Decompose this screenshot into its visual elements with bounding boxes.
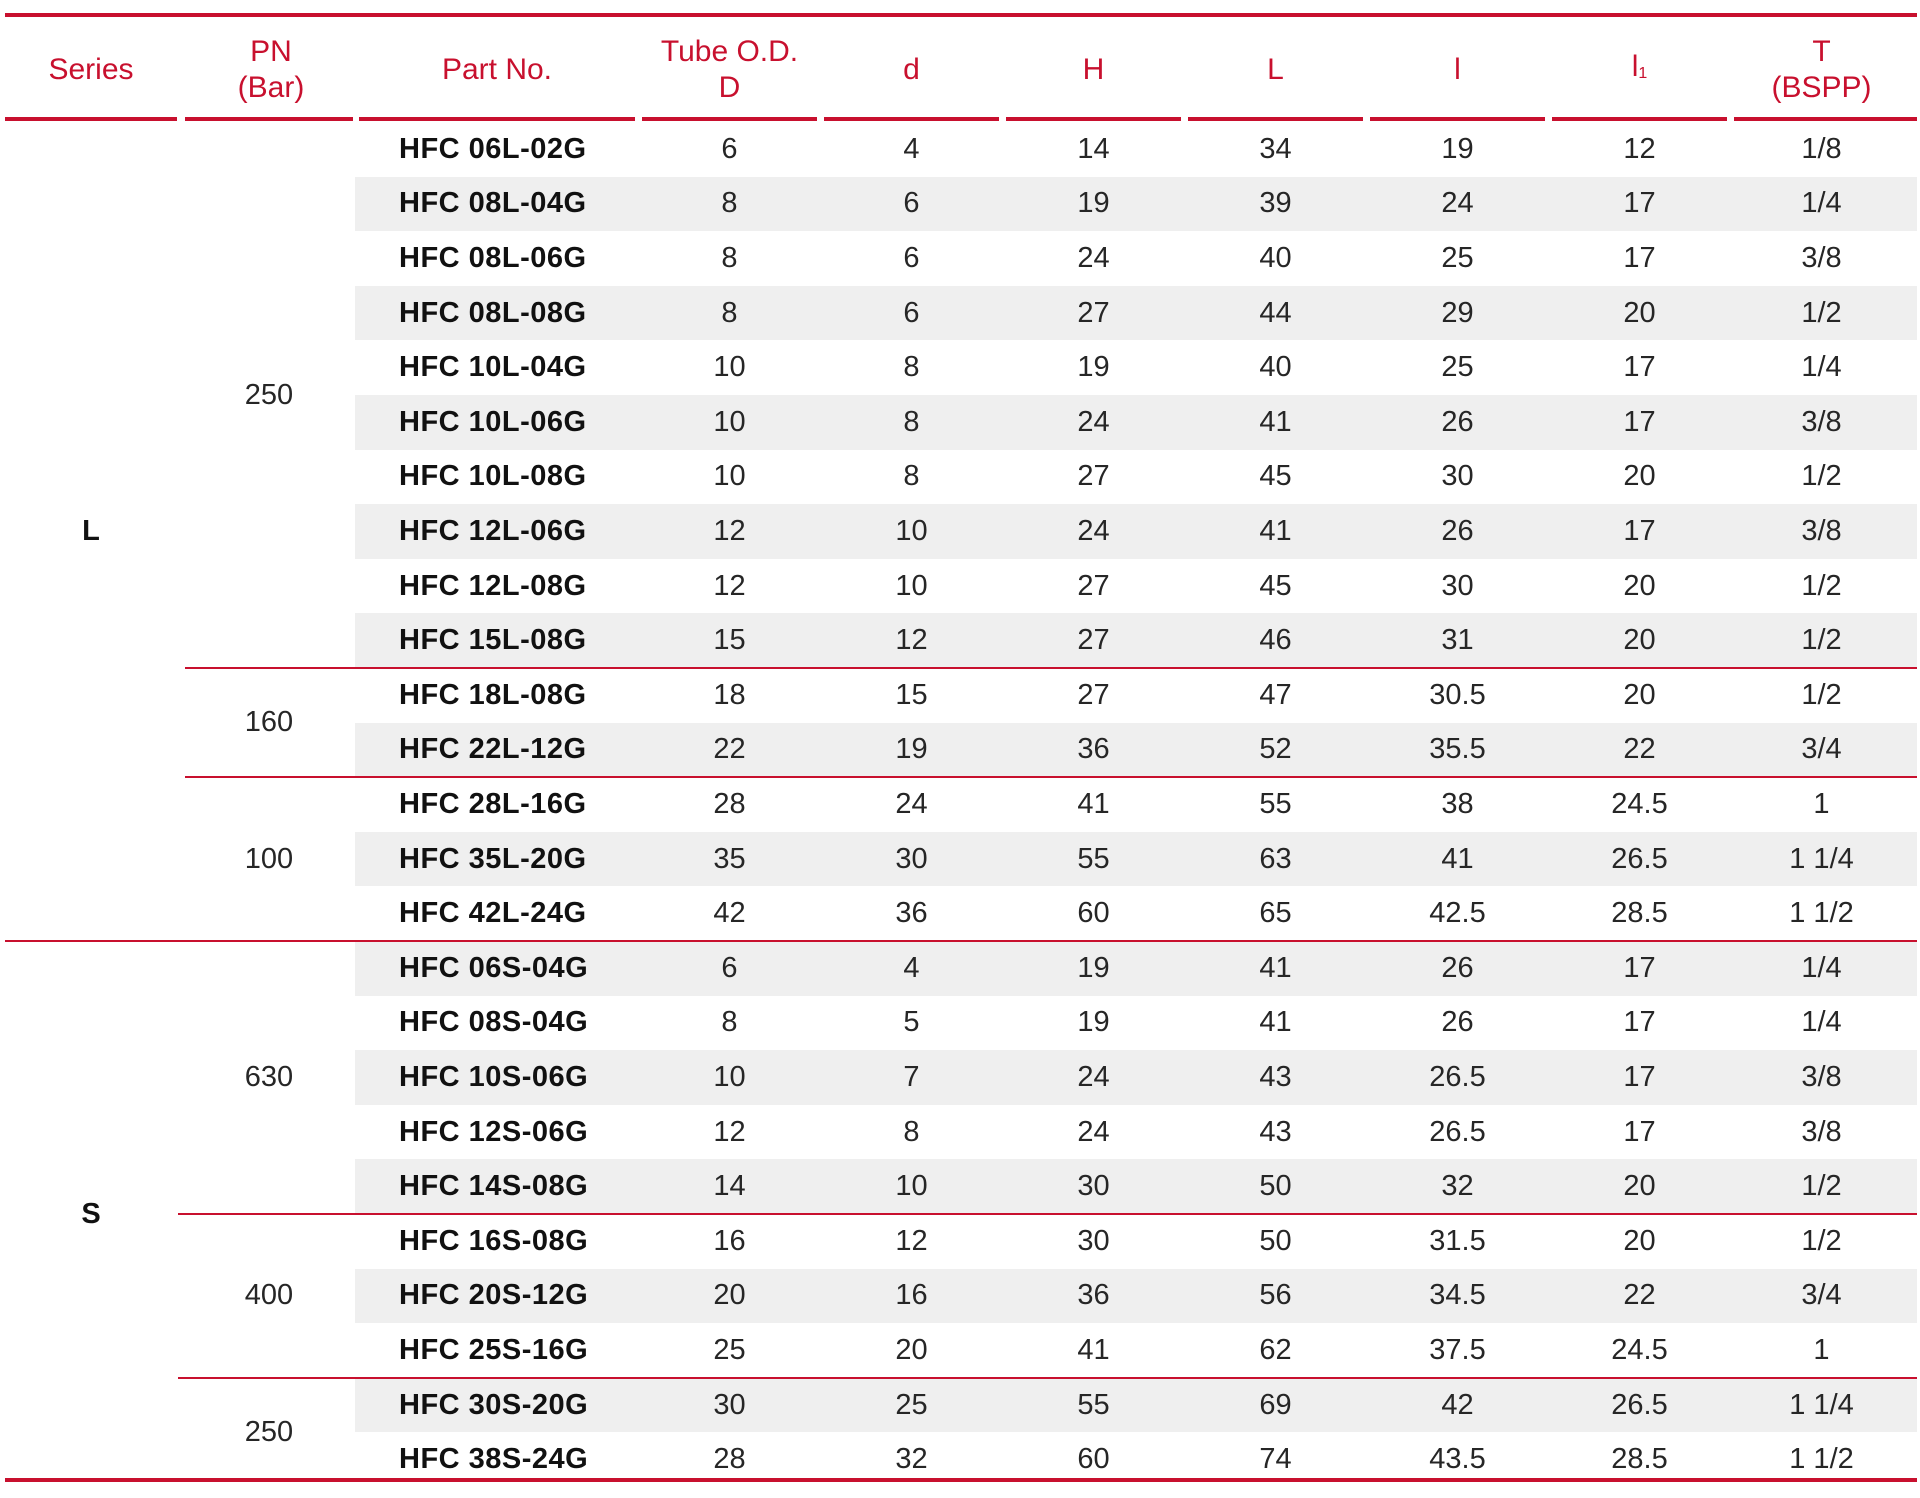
cell-L: 45 (1259, 569, 1292, 602)
cell-part-no: HFC 06L-02G (399, 132, 587, 165)
cell-T: 1/4 (1801, 351, 1842, 384)
cell-d: 10 (895, 569, 928, 602)
cell-L: 65 (1259, 897, 1292, 930)
cell-tube-od: 28 (713, 1443, 746, 1476)
cell-l: 26 (1441, 405, 1474, 438)
cell-tube-od: 10 (713, 460, 746, 493)
cell-l1: 28.5 (1611, 897, 1668, 930)
cell-d: 8 (903, 405, 920, 438)
cell-l: 30.5 (1429, 678, 1486, 711)
cell-part-no: HFC 12L-08G (399, 569, 587, 602)
header-part-no-label: Part No. (441, 53, 553, 86)
cell-T: 1/2 (1801, 624, 1842, 657)
header-pn (185, 30, 357, 110)
header-l (1370, 30, 1545, 110)
cell-T: 3/8 (1801, 514, 1842, 547)
cell-H: 41 (1077, 787, 1110, 820)
cell-H: 30 (1077, 1224, 1110, 1257)
cell-l: 25 (1441, 351, 1474, 384)
cell-part-no: HFC 35L-20G (399, 842, 587, 875)
cell-tube-od: 20 (713, 1279, 746, 1312)
cell-l: 31.5 (1429, 1224, 1486, 1257)
cell-d: 5 (903, 1006, 920, 1039)
cell-l: 43.5 (1429, 1443, 1486, 1476)
cell-T: 3/8 (1801, 1115, 1842, 1148)
cell-part-no: HFC 10L-04G (399, 351, 587, 384)
cell-part-no: HFC 16S-08G (399, 1224, 589, 1257)
cell-l: 26.5 (1429, 1115, 1486, 1148)
cell-T: 1/2 (1801, 678, 1842, 711)
header-tube-od-line1: Tube O.D. (660, 35, 799, 68)
cell-l: 19 (1441, 132, 1474, 165)
cell-H: 36 (1077, 1279, 1110, 1312)
header-pn-line2: (Bar) (237, 71, 305, 104)
pn-group-separator (185, 776, 1917, 778)
pn-group-separator (178, 1377, 1917, 1379)
header-rule-tube-od (642, 117, 817, 121)
cell-H: 14 (1077, 132, 1110, 165)
cell-L: 43 (1259, 1060, 1292, 1093)
cell-tube-od: 14 (713, 1170, 746, 1203)
cell-l: 32 (1441, 1170, 1474, 1203)
cell-l1: 17 (1623, 405, 1656, 438)
header-pn-line1: PN (250, 35, 292, 68)
cell-L: 46 (1259, 624, 1292, 657)
header-series-label: Series (48, 53, 134, 86)
cell-L: 62 (1259, 1333, 1292, 1366)
cell-L: 41 (1259, 514, 1292, 547)
cell-L: 47 (1259, 678, 1292, 711)
cell-H: 27 (1077, 296, 1110, 329)
cell-H: 19 (1077, 351, 1110, 384)
cell-L: 74 (1259, 1443, 1292, 1476)
cell-H: 19 (1077, 187, 1110, 220)
cell-d: 8 (903, 351, 920, 384)
cell-l1: 17 (1623, 241, 1656, 274)
cell-d: 6 (903, 187, 920, 220)
cell-part-no: HFC 22L-12G (399, 733, 587, 766)
cell-l1: 26.5 (1611, 842, 1668, 875)
pn-group-cell: 160 (244, 706, 294, 739)
header-rule-H (1006, 117, 1181, 121)
cell-d: 12 (895, 1224, 928, 1257)
cell-H: 24 (1077, 1060, 1110, 1093)
cell-tube-od: 28 (713, 787, 746, 820)
cell-l: 30 (1441, 569, 1474, 602)
cell-tube-od: 35 (713, 842, 746, 875)
cell-T: 1 1/2 (1789, 1443, 1854, 1476)
cell-H: 19 (1077, 1006, 1110, 1039)
cell-H: 60 (1077, 1443, 1110, 1476)
header-tube-od-line2: D (718, 71, 741, 104)
cell-T: 3/4 (1801, 733, 1842, 766)
cell-part-no: HFC 10L-06G (399, 405, 587, 438)
cell-tube-od: 10 (713, 1060, 746, 1093)
cell-l1: 17 (1623, 1060, 1656, 1093)
cell-part-no: HFC 30S-20G (399, 1388, 589, 1421)
cell-part-no: HFC 18L-08G (399, 678, 587, 711)
cell-tube-od: 12 (713, 514, 746, 547)
cell-L: 45 (1259, 460, 1292, 493)
cell-tube-od: 18 (713, 678, 746, 711)
cell-l1: 17 (1623, 351, 1656, 384)
pn-group-cell: 630 (244, 1061, 294, 1093)
cell-tube-od: 25 (713, 1333, 746, 1366)
cell-l: 42.5 (1429, 897, 1486, 930)
cell-T: 1/4 (1801, 951, 1842, 984)
cell-l: 42 (1441, 1388, 1474, 1421)
header-T-line2: (BSPP) (1771, 71, 1872, 104)
cell-tube-od: 15 (713, 624, 746, 657)
pn-group-separator (178, 1213, 1917, 1215)
cell-H: 24 (1077, 514, 1110, 547)
cell-part-no: HFC 08S-04G (399, 1006, 589, 1039)
cell-tube-od: 8 (721, 1006, 738, 1039)
cell-part-no: HFC 42L-24G (399, 897, 587, 930)
cell-T: 1 (1813, 787, 1830, 820)
pn-group-cell: 400 (244, 1279, 294, 1312)
cell-l: 35.5 (1429, 733, 1486, 766)
header-rule-d (824, 117, 999, 121)
header-T (1734, 30, 1909, 110)
cell-l: 37.5 (1429, 1333, 1486, 1366)
cell-l1: 17 (1623, 187, 1656, 220)
cell-H: 55 (1077, 842, 1110, 875)
cell-part-no: HFC 14S-08G (399, 1170, 589, 1203)
header-rule-part-no (359, 117, 635, 121)
cell-l1: 24.5 (1611, 787, 1668, 820)
cell-H: 24 (1077, 405, 1110, 438)
cell-L: 34 (1259, 132, 1292, 165)
cell-l1: 26.5 (1611, 1388, 1668, 1421)
pn-group-cell: 250 (244, 378, 294, 411)
header-d (824, 30, 999, 110)
cell-L: 56 (1259, 1279, 1292, 1312)
header-rule-T (1734, 117, 1917, 121)
top-rule (5, 13, 1917, 17)
cell-d: 10 (895, 1170, 928, 1203)
cell-part-no: HFC 20S-12G (399, 1279, 589, 1312)
cell-d: 8 (903, 460, 920, 493)
cell-l1: 20 (1623, 624, 1656, 657)
cell-d: 12 (895, 624, 928, 657)
cell-tube-od: 12 (713, 1115, 746, 1148)
cell-part-no: HFC 15L-08G (399, 624, 587, 657)
cell-l1: 28.5 (1611, 1443, 1668, 1476)
cell-tube-od: 22 (713, 733, 746, 766)
cell-part-no: HFC 12S-06G (399, 1115, 589, 1148)
header-l-label: l (1454, 53, 1461, 86)
cell-T: 3/8 (1801, 1060, 1842, 1093)
cell-H: 27 (1077, 569, 1110, 602)
cell-part-no: HFC 12L-06G (399, 514, 587, 547)
cell-l: 30 (1441, 460, 1474, 493)
cell-T: 1 1/4 (1789, 1388, 1854, 1421)
cell-T: 3/4 (1801, 1279, 1842, 1312)
cell-l1: 17 (1623, 951, 1656, 984)
cell-L: 41 (1259, 951, 1292, 984)
cell-T: 3/8 (1801, 405, 1842, 438)
cell-l1: 12 (1623, 132, 1656, 165)
cell-T: 1 1/4 (1789, 842, 1854, 875)
cell-d: 10 (895, 514, 928, 547)
cell-d: 24 (895, 787, 928, 820)
cell-part-no: HFC 06S-04G (399, 951, 589, 984)
cell-l1: 20 (1623, 569, 1656, 602)
header-H-label: H (1082, 53, 1105, 86)
cell-l: 24 (1441, 187, 1474, 220)
cell-T: 1/4 (1801, 1006, 1842, 1039)
cell-d: 30 (895, 842, 928, 875)
cell-d: 8 (903, 1115, 920, 1148)
cell-T: 1 1/2 (1789, 897, 1854, 930)
cell-part-no: HFC 08L-06G (399, 241, 587, 274)
header-H (1006, 30, 1181, 110)
cell-L: 43 (1259, 1115, 1292, 1148)
cell-tube-od: 16 (713, 1224, 746, 1257)
cell-l: 26 (1441, 951, 1474, 984)
cell-L: 40 (1259, 241, 1292, 274)
cell-d: 32 (895, 1443, 928, 1476)
header-L-label: L (1267, 53, 1284, 86)
cell-L: 50 (1259, 1224, 1292, 1257)
cell-part-no: HFC 25S-16G (399, 1333, 589, 1366)
cell-d: 19 (895, 733, 928, 766)
pn-group-separator (185, 667, 1917, 669)
cell-T: 1/2 (1801, 569, 1842, 602)
cell-H: 27 (1077, 624, 1110, 657)
cell-H: 30 (1077, 1170, 1110, 1203)
cell-l1: 20 (1623, 1224, 1656, 1257)
cell-T: 1 (1813, 1333, 1830, 1366)
header-rule-L (1188, 117, 1363, 121)
cell-l: 25 (1441, 241, 1474, 274)
cell-H: 60 (1077, 897, 1110, 930)
header-tube-od (642, 30, 817, 110)
cell-T: 1/2 (1801, 296, 1842, 329)
cell-L: 41 (1259, 405, 1292, 438)
header-T-line1: T (1812, 35, 1831, 68)
cell-tube-od: 10 (713, 405, 746, 438)
cell-L: 50 (1259, 1170, 1292, 1203)
header-L (1188, 30, 1363, 110)
cell-part-no: HFC 28L-16G (399, 787, 587, 820)
cell-H: 41 (1077, 1333, 1110, 1366)
header-part-no (357, 30, 637, 110)
cell-L: 40 (1259, 351, 1292, 384)
cell-L: 41 (1259, 1006, 1292, 1039)
header-rule-pn (185, 117, 353, 121)
cell-part-no: HFC 10S-06G (399, 1060, 589, 1093)
cell-T: 1/2 (1801, 1170, 1842, 1203)
cell-d: 6 (903, 241, 920, 274)
cell-L: 52 (1259, 733, 1292, 766)
pn-group-cell: 100 (244, 842, 294, 875)
cell-l1: 22 (1623, 1279, 1656, 1312)
cell-H: 24 (1077, 1115, 1110, 1148)
header-rule-l1 (1552, 117, 1727, 121)
cell-l1: 22 (1623, 733, 1656, 766)
cell-l1: 24.5 (1611, 1333, 1668, 1366)
cell-T: 1/8 (1801, 132, 1842, 165)
cell-part-no: HFC 08L-08G (399, 296, 587, 329)
cell-T: 1/4 (1801, 187, 1842, 220)
cell-tube-od: 10 (713, 351, 746, 384)
cell-L: 63 (1259, 842, 1292, 875)
bottom-rule (5, 1478, 1917, 1482)
cell-tube-od: 42 (713, 897, 746, 930)
cell-l1: 20 (1623, 1170, 1656, 1203)
series-group-cell: S (81, 1197, 101, 1230)
cell-l1: 20 (1623, 296, 1656, 329)
header-rule-l (1370, 117, 1545, 121)
header-l1-label (1632, 49, 1648, 92)
cell-T: 3/8 (1801, 241, 1842, 274)
cell-L: 39 (1259, 187, 1292, 220)
cell-d: 25 (895, 1388, 928, 1421)
cell-T: 1/2 (1801, 460, 1842, 493)
cell-part-no: HFC 38S-24G (399, 1443, 589, 1476)
cell-l1: 17 (1623, 1115, 1656, 1148)
cell-L: 44 (1259, 296, 1292, 329)
cell-tube-od: 6 (721, 951, 738, 984)
cell-d: 20 (895, 1333, 928, 1366)
cell-L: 69 (1259, 1388, 1292, 1421)
cell-l: 34.5 (1429, 1279, 1486, 1312)
cell-l1: 17 (1623, 514, 1656, 547)
cell-H: 27 (1077, 678, 1110, 711)
cell-H: 24 (1077, 241, 1110, 274)
cell-l: 31 (1441, 624, 1474, 657)
series-group-cell: L (82, 515, 100, 547)
cell-T: 1/2 (1801, 1224, 1842, 1257)
cell-l: 26 (1441, 514, 1474, 547)
cell-H: 55 (1077, 1388, 1110, 1421)
header-d-label: d (903, 53, 920, 86)
pn-group-cell: 250 (244, 1415, 294, 1448)
cell-d: 4 (903, 132, 920, 165)
cell-H: 36 (1077, 733, 1110, 766)
cell-d: 4 (903, 951, 920, 984)
cell-l: 26 (1441, 1006, 1474, 1039)
series-group-separator (5, 940, 1917, 942)
cell-L: 55 (1259, 787, 1292, 820)
cell-tube-od: 8 (721, 241, 738, 274)
header-series (5, 30, 177, 110)
cell-l: 38 (1441, 787, 1474, 820)
header-rule-series (5, 117, 177, 121)
cell-l1: 17 (1623, 1006, 1656, 1039)
cell-H: 19 (1077, 951, 1110, 984)
cell-tube-od: 8 (721, 296, 738, 329)
cell-part-no: HFC 10L-08G (399, 460, 587, 493)
cell-H: 27 (1077, 460, 1110, 493)
cell-tube-od: 12 (713, 569, 746, 602)
cell-l: 26.5 (1429, 1060, 1486, 1093)
cell-d: 15 (895, 678, 928, 711)
cell-l1: 20 (1623, 460, 1656, 493)
cell-l: 29 (1441, 296, 1474, 329)
cell-d: 36 (895, 897, 928, 930)
cell-part-no: HFC 08L-04G (399, 187, 587, 220)
cell-tube-od: 8 (721, 187, 738, 220)
cell-tube-od: 30 (713, 1388, 746, 1421)
header-l1-sub: 1 (1638, 64, 1648, 82)
cell-l: 41 (1441, 842, 1474, 875)
cell-tube-od: 6 (721, 132, 738, 165)
cell-d: 6 (903, 296, 920, 329)
cell-d: 7 (903, 1060, 920, 1093)
header-l1 (1552, 30, 1727, 110)
cell-d: 16 (895, 1279, 928, 1312)
cell-l1: 20 (1623, 678, 1656, 711)
header-l1-base: l (1631, 49, 1639, 83)
